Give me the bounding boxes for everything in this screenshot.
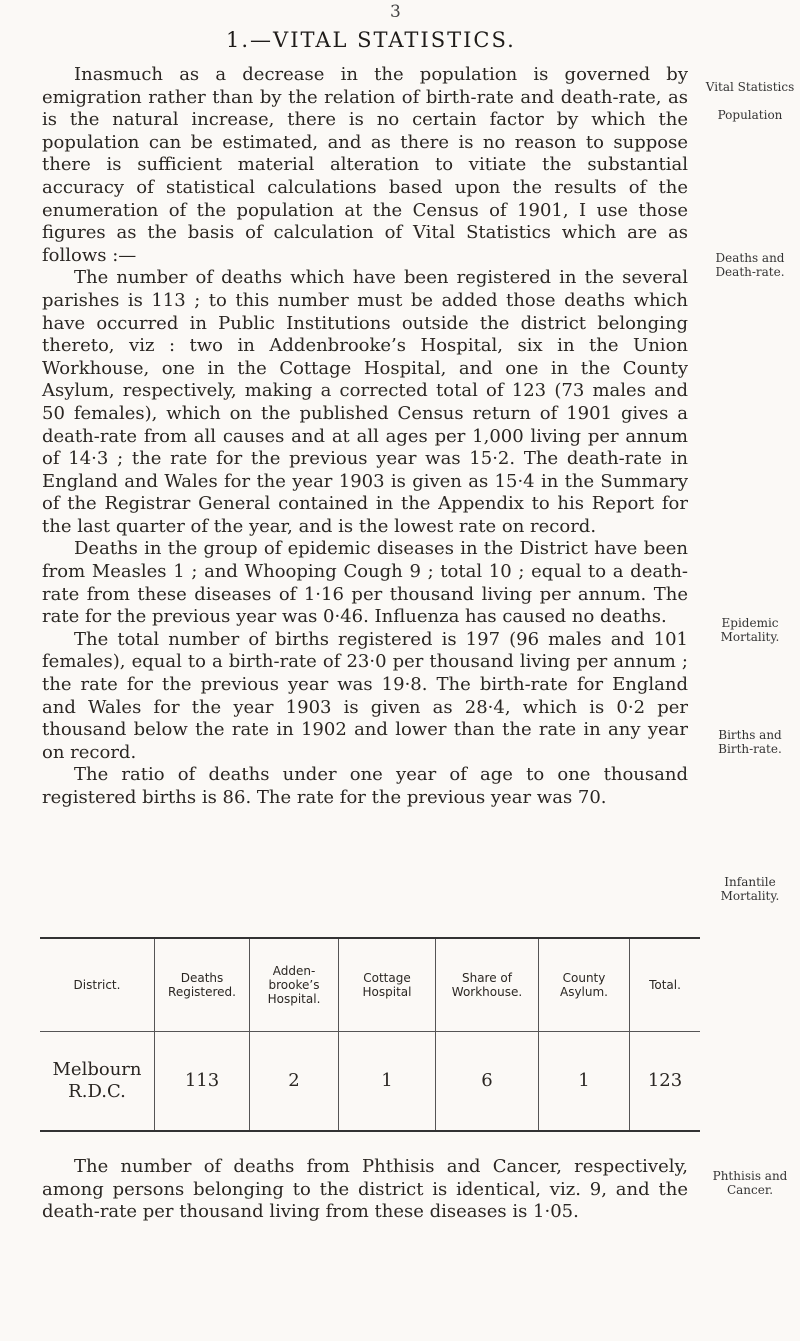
margin-note-infantile: Infantile Mortality.: [720, 875, 780, 903]
cell-district: Melbourn R.D.C.: [40, 1032, 155, 1132]
cell-deaths-registered: 113: [155, 1032, 250, 1132]
cell-addenbrookes: 2: [250, 1032, 339, 1132]
margin-note-births: Births and Birth-rate.: [718, 728, 782, 756]
cell-county-asylum: 1: [539, 1032, 630, 1132]
paragraph-births: The total number of births registered is 197 (96 males and 101 females), equal to a birth-rate of 23·0 per thousand living per annum ; the rate for the previous year was 19·8. The birth-rate for England and Wales for the year 1903 is given as 28·4, which is 0·2 per thousand below the rate in 1902 and lower than the rate in any year on record.: [42, 628, 688, 763]
header-district: District.: [40, 938, 155, 1032]
table-header-row: [40, 938, 700, 1032]
paragraph-epidemic: Deaths in the group of epidemic diseases in the District have been from Measles 1 ; and Whooping Cough 9 ; total 10 ; equal to a death-rate from these diseases of 1·16 per thousand living per annum. The rate for the previous year was 0·46. Influenza has caused no deaths.: [42, 538, 688, 628]
header-addenbrookes: Adden-brooke’s Hospital.: [250, 938, 339, 1032]
cell-total: 123: [647, 1070, 683, 1091]
table-row: [40, 1032, 700, 1132]
margin-note-epidemic: Epidemic Mortality.: [720, 616, 780, 644]
body-text: [42, 64, 688, 810]
paragraph-infantile: The ratio of deaths under one year of age to one thousand registered births is 86. The rate for the previous year was 70.: [42, 764, 688, 808]
margin-note-vital-statistics: Vital Statistics: [705, 80, 795, 94]
cell-cottage-hospital: 1: [339, 1032, 436, 1132]
paragraph-population: Inasmuch as a decrease in the population is governed by emigration rather than by the relation of birth-rate and death-rate, as is the natural increase, there is no certain factor by which the population can be estimated, and as there is no reason to suppose there is sufficient material alteration to vitiate the substantial accuracy of statistical calculations based upon the results of the enumeration of the population at the Census of 1901, I use those figures as the basis of calculation of Vital Statistics which are as follows :—: [42, 64, 688, 266]
header-cottage-hospital: Cottage Hospital: [339, 938, 436, 1032]
section-title: 1.—VITAL STATISTICS.: [226, 28, 516, 52]
margin-note-deaths: Deaths and Death-rate.: [715, 251, 785, 279]
header-deaths-registered: Deaths Registered.: [155, 938, 250, 1032]
closing-text: [42, 1156, 688, 1224]
page-number: 3: [390, 2, 401, 22]
paragraph-phthisis: The number of deaths from Phthisis and Cancer, respectively, among persons belonging to the district is identical, viz. 9, and the death-rate per thousand living from these diseases is 1·05.: [42, 1156, 688, 1223]
header-total: Total.: [630, 938, 701, 1032]
margin-note-phthisis: Phthisis and Cancer.: [712, 1169, 788, 1197]
header-county-asylum: County Asylum.: [539, 938, 630, 1032]
cell-workhouse: 6: [436, 1032, 539, 1132]
deaths-table: [40, 937, 700, 1132]
header-workhouse: Share of Workhouse.: [436, 938, 539, 1032]
margin-note-population: Population: [717, 108, 783, 122]
paragraph-deaths: The number of deaths which have been registered in the several parishes is 113 ; to this number must be added those deaths which have occurred in Public Institutions outside the district belonging thereto, viz : two in Addenbrooke’s Hospital, six in the Union Workhouse, one in the Cottage Hospital, and one in the County Asylum, respectively, making a corrected total of 123 (73 males and 50 females), which on the published Census return of 1901 gives a death-rate from all causes and at all ages per 1,000 living per annum of 14·3 ; the rate for the previous year was 15·2. The death-rate in England and Wales for the year 1903 is given as 15·4 in the Summary of the Registrar General contained in the Appendix to his Report for the last quarter of the year, and is the lowest rate on record.: [42, 267, 688, 537]
